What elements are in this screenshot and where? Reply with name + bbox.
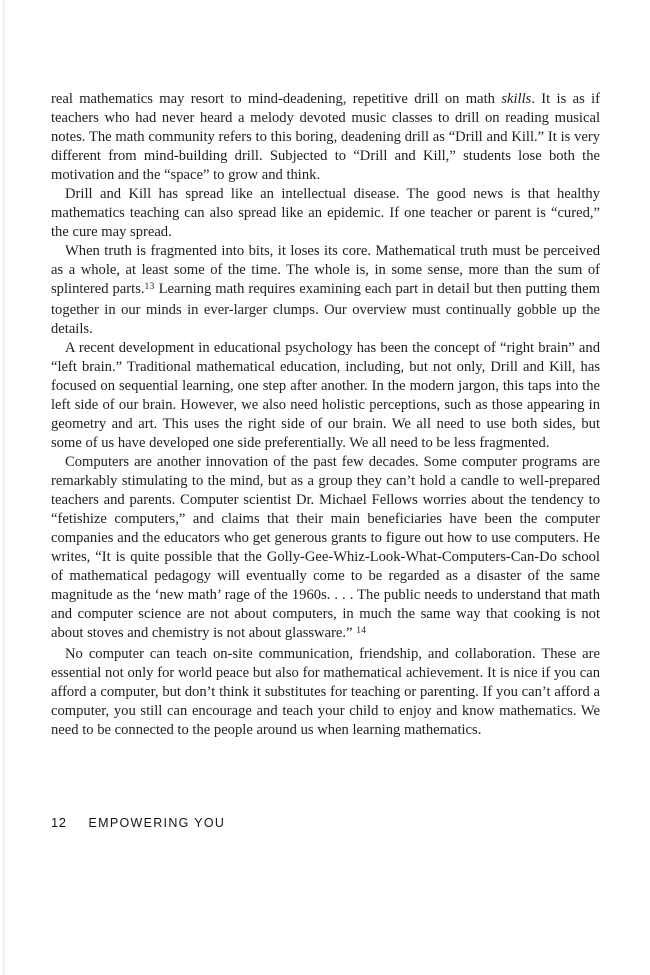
paragraph <box>51 185 600 242</box>
paragraph <box>51 242 600 339</box>
text-run: . It is as if teachers who had never heard a melody devoted music classes to drill on reading musical notes. The math community refers to this boring, deadening drill as “Drill and Kill.” It is very different from mind-building drill. Subjected to “Drill and Kill,” students lose both the motivation and the “space” to grow and think. <box>51 91 600 183</box>
text-block <box>51 90 600 740</box>
scan-edge-line <box>3 0 5 975</box>
italic-text: skills <box>501 91 532 107</box>
text-run: Learning math requires examining each part in detail but then putting them together in our minds in ever-larger clumps. Our overview must continually gobble up the details. <box>51 281 601 337</box>
running-head: EMPOWERING YOU <box>88 816 226 830</box>
paragraph <box>51 453 600 645</box>
text-run: When truth is fragmented into bits, it loses its core. Mathematical truth must be perceived as a whole, at least some of the time. The whole is, in some sense, more than the sum of splintered parts. <box>51 243 600 297</box>
paragraph <box>51 339 600 453</box>
text-run: real mathematics may resort to mind-deadening, repetitive drill on math <box>51 91 502 107</box>
text-run: A recent development in educational psychology has been the concept of “right brain” and “left brain.” Traditional mathematical education, including, but not only, Drill and Kill, has focused on sequential learning, one step after another. In the modern jargon, this taps into the left side of our brain. However, we also need holistic perceptions, such as those appearing in geometry and art. This uses the right side of our brain. We all need to use both sides, but some of us have developed one side preferentially. We all need to be less fragmented. <box>51 340 600 451</box>
page-footer <box>51 815 225 830</box>
text-run: No computer can teach on-site communication, friendship, and collaboration. These are essential not only for world peace but also for mathematical achievement. It is nice if you can afford a computer, but don’t think it substitutes for teaching or parenting. If you can’t afford a computer, you still can encourage and teach your child to enjoy and know mathematics. We need to be connected to the people around us when learning mathematics. <box>51 646 600 738</box>
page-number: 12 <box>51 815 67 830</box>
footnote-ref: 14 <box>356 625 367 636</box>
footnote-ref: 13 <box>144 281 155 292</box>
paragraph <box>51 645 600 740</box>
text-run: Drill and Kill has spread like an intellectual disease. The good news is that healthy mathematics teaching can also spread like an epidemic. If one teacher or parent is “cured,” the cure may spread. <box>51 186 600 240</box>
paragraph <box>51 90 600 185</box>
text-run: Computers are another innovation of the past few decades. Some computer programs are remarkably stimulating to the mind, but as a group they can’t hold a candle to well-prepared teachers and parents. Computer scientist Dr. Michael Fellows worries about the tendency to “fetishize computers,” and claims that their main beneficiaries have been the computer companies and the educators who get generous grants to figure out how to use computers. He writes, “It is quite possible that the Golly-Gee-Whiz-Look-What-Computers-Can-Do school of mathematical pedagogy will eventually come to be regarded as a disaster of the same magnitude as the ‘new math’ rage of the 1960s. . . . The public needs to understand that math and computer science are not about computers, in much the same way that cooking is not about stoves and chemistry is not about glassware.” <box>51 454 600 641</box>
